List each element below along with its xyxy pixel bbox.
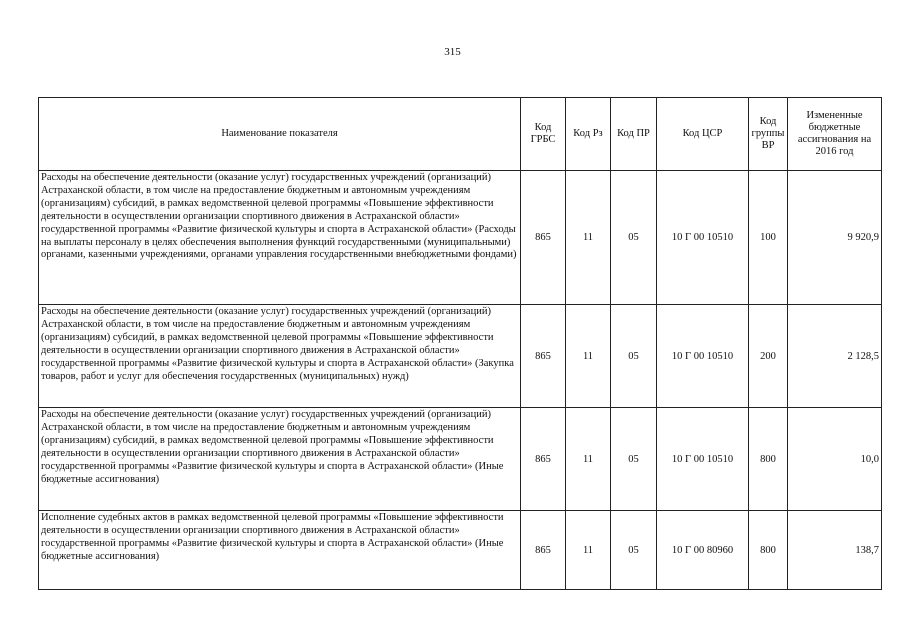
- header-name: Наименование показателя: [39, 98, 521, 171]
- header-csr: Код ЦСР: [657, 98, 749, 171]
- cell-amount: 10,0: [788, 408, 882, 511]
- cell-pr: 05: [611, 305, 657, 408]
- table-row: [39, 408, 882, 511]
- cell-name: Расходы на обеспечение деятельности (оказание услуг) государственных учреждений (организаций) Астраханской области, в том числе на предоставление бюджетным и автономным учреждениям (организациям) субсидий, в рамках ведомственной целевой программы «Повышение эффективности деятельности в осуществлении организации спортивного движения в Астраханской области» государственной программы «Развитие физической культуры и спорта в Астраханской области» (Закупка товаров, работ и услуг для обеспечения государственных (муниципальных) нужд): [39, 305, 521, 408]
- cell-rz: 11: [566, 305, 611, 408]
- header-amount: Измененные бюджетные ассигнования на 2016 год: [788, 98, 882, 171]
- table-row: [39, 171, 882, 305]
- cell-pr: 05: [611, 511, 657, 590]
- cell-csr: 10 Г 00 10510: [657, 408, 749, 511]
- cell-name: Расходы на обеспечение деятельности (оказание услуг) государственных учреждений (организаций) Астраханской области, в том числе на предоставление бюджетным и автономным учреждениям (организациям) субсидий, в рамках ведомственной целевой программы «Повышение эффективности деятельности в осуществлении организации спортивного движения в Астраханской области» государственной программы «Развитие физической культуры и спорта в Астраханской области» (Иные бюджетные ассигнования): [39, 408, 521, 511]
- cell-rz: 11: [566, 171, 611, 305]
- cell-grbs: 865: [521, 408, 566, 511]
- cell-amount: 138,7: [788, 511, 882, 590]
- cell-csr: 10 Г 00 80960: [657, 511, 749, 590]
- cell-vr: 200: [749, 305, 788, 408]
- cell-grbs: 865: [521, 171, 566, 305]
- header-vr: Код группы ВР: [749, 98, 788, 171]
- table-row: [39, 305, 882, 408]
- table-row: [39, 511, 882, 590]
- cell-vr: 100: [749, 171, 788, 305]
- cell-pr: 05: [611, 408, 657, 511]
- budget-table: [38, 97, 882, 590]
- cell-csr: 10 Г 00 10510: [657, 305, 749, 408]
- cell-rz: 11: [566, 408, 611, 511]
- header-pr: Код ПР: [611, 98, 657, 171]
- header-rz: Код Рз: [566, 98, 611, 171]
- cell-vr: 800: [749, 408, 788, 511]
- cell-pr: 05: [611, 171, 657, 305]
- header-grbs: Код ГРБС: [521, 98, 566, 171]
- cell-amount: 2 128,5: [788, 305, 882, 408]
- cell-vr: 800: [749, 511, 788, 590]
- table-header-row: [39, 98, 882, 171]
- cell-csr: 10 Г 00 10510: [657, 171, 749, 305]
- cell-grbs: 865: [521, 511, 566, 590]
- cell-name: Расходы на обеспечение деятельности (оказание услуг) государственных учреждений (организаций) Астраханской области, в том числе на предоставление бюджетным и автономным учреждениям (организациям) субсидий, в рамках ведомственной целевой программы «Повышение эффективности деятельности в осуществлении организации спортивного движения в Астраханской области» государственной программы «Развитие физической культуры и спорта в Астраханской области» (Расходы на выплаты персоналу в целях обеспечения выполнения функций государственными (муниципальными) органами, казенными учреждениями, органами управления государственными внебюджетными фондами): [39, 171, 521, 305]
- page-number: 315: [444, 46, 461, 58]
- cell-rz: 11: [566, 511, 611, 590]
- cell-grbs: 865: [521, 305, 566, 408]
- cell-amount: 9 920,9: [788, 171, 882, 305]
- cell-name: Исполнение судебных актов в рамках ведомственной целевой программы «Повышение эффективности деятельности в осуществлении организации спортивного движения в Астраханской области» государственной программы «Развитие физической культуры и спорта в Астраханской области» (Иные бюджетные ассигнования): [39, 511, 521, 590]
